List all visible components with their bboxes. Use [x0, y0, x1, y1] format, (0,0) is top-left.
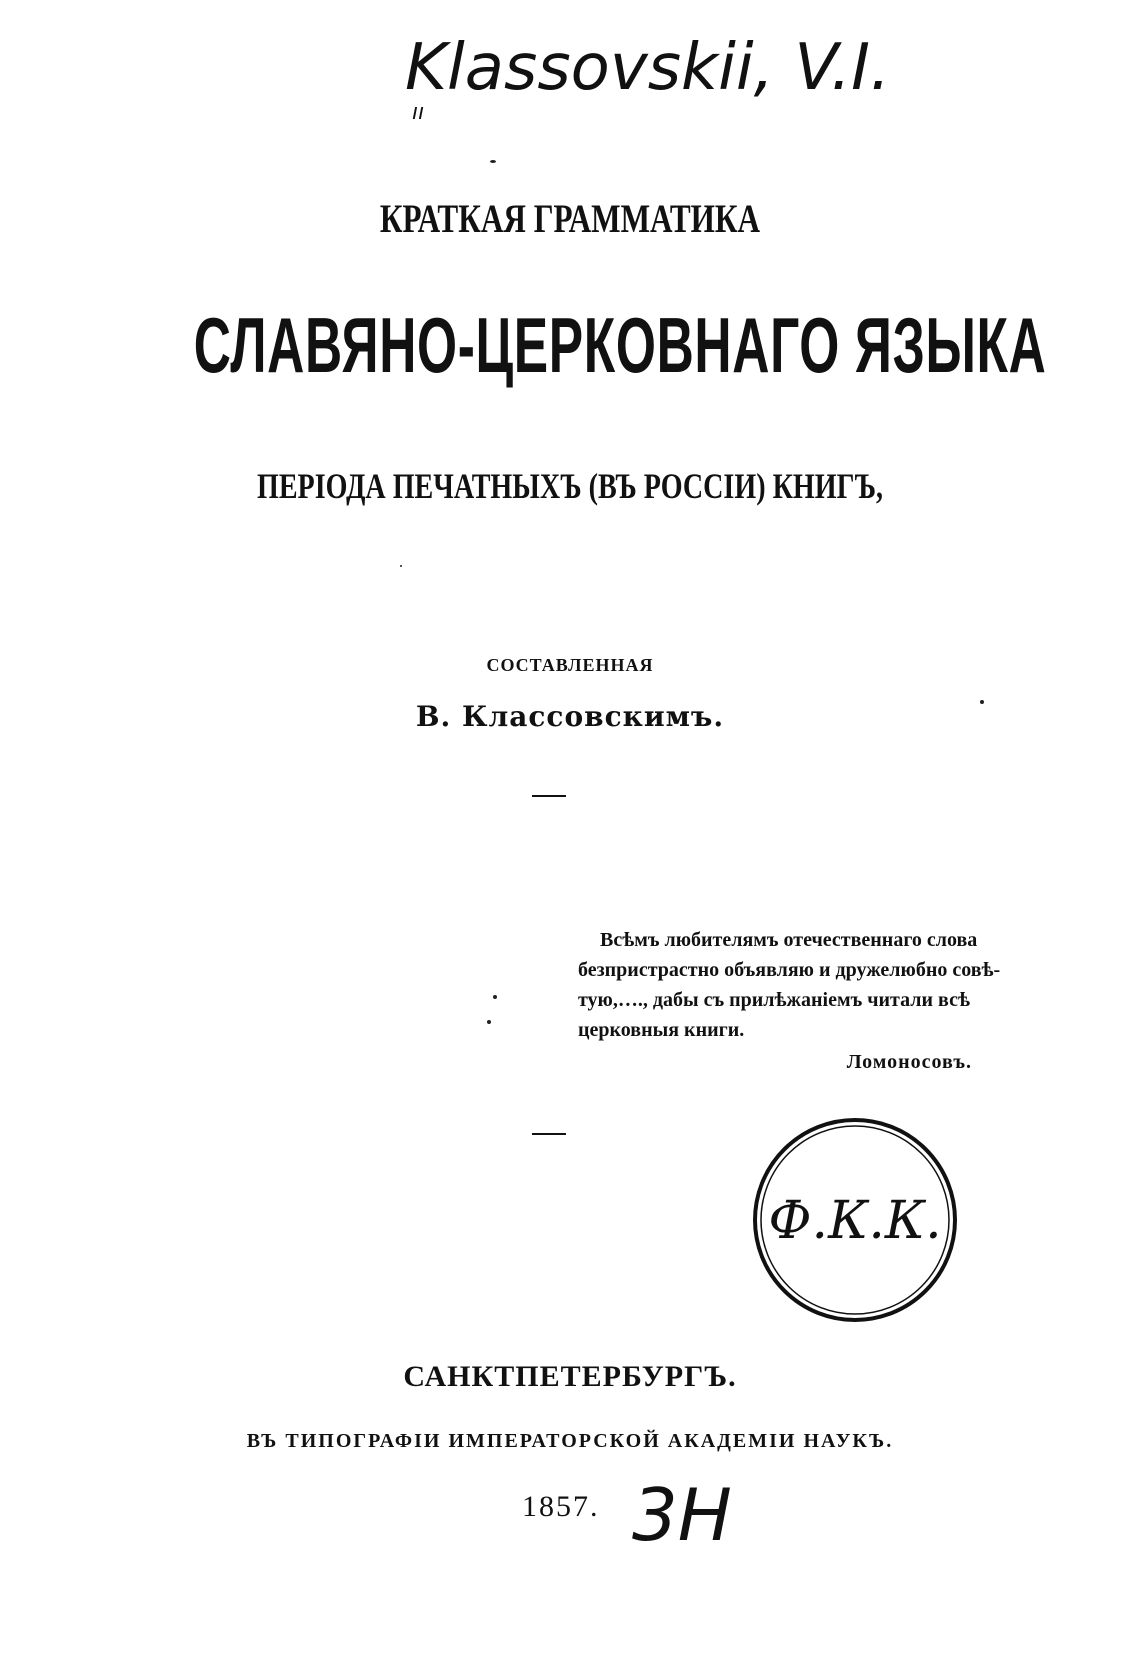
scan-speck — [493, 995, 497, 999]
epigraph — [578, 925, 1001, 1077]
library-stamp — [745, 1110, 965, 1330]
handwritten-shelf-mark: 3H — [632, 1473, 732, 1557]
handwritten-author-note: Klassovskii, V.I. — [405, 31, 891, 105]
imprint-city: САНКТПЕТЕРБУРГЪ. — [403, 1360, 737, 1393]
stamp-monogram: Ф.К.К. — [768, 1191, 942, 1251]
divider-rule-bottom — [532, 1133, 566, 1135]
epigraph-attribution: Ломоносовъ. — [846, 1051, 972, 1073]
imprint-press: ВЪ ТИПОГРАФІИ ИМПЕРАТОРСКОЙ АКАДЕМІИ НАУКЪ. — [246, 1430, 894, 1452]
epigraph-line: тую,…., дабы съ прилѣжаніемъ читали всѣ — [578, 989, 970, 1011]
epigraph-line: церковныя книги. — [578, 1019, 745, 1041]
compiled-by-label: СОСТАВЛЕННАЯ — [486, 655, 654, 675]
title-line-1: КРАТКАЯ ГРАММАТИКА — [379, 196, 761, 241]
scan-speck — [400, 565, 402, 567]
title-line-3: ПЕРІОДА ПЕЧАТНЫХЪ (ВЪ РОССІИ) КНИГЪ, — [256, 466, 883, 506]
scan-speck — [487, 1020, 491, 1024]
divider-rule-top — [532, 795, 566, 797]
epigraph-line: безпристрастно объявляю и дружелюбно совѣ- — [578, 959, 1001, 981]
handwritten-ditto-mark: ıı — [412, 100, 425, 125]
imprint-year: 1857. — [522, 1490, 600, 1523]
title-line-2: СЛАВЯНО-ЦЕРКОВНАГО ЯЗЫКА — [193, 301, 1047, 389]
author-name: В. Классовскимъ. — [415, 700, 725, 733]
scan-speck — [490, 160, 496, 163]
epigraph-line: Всѣмъ любителямъ отечественнаго слова — [600, 929, 978, 951]
scan-speck — [980, 700, 984, 704]
